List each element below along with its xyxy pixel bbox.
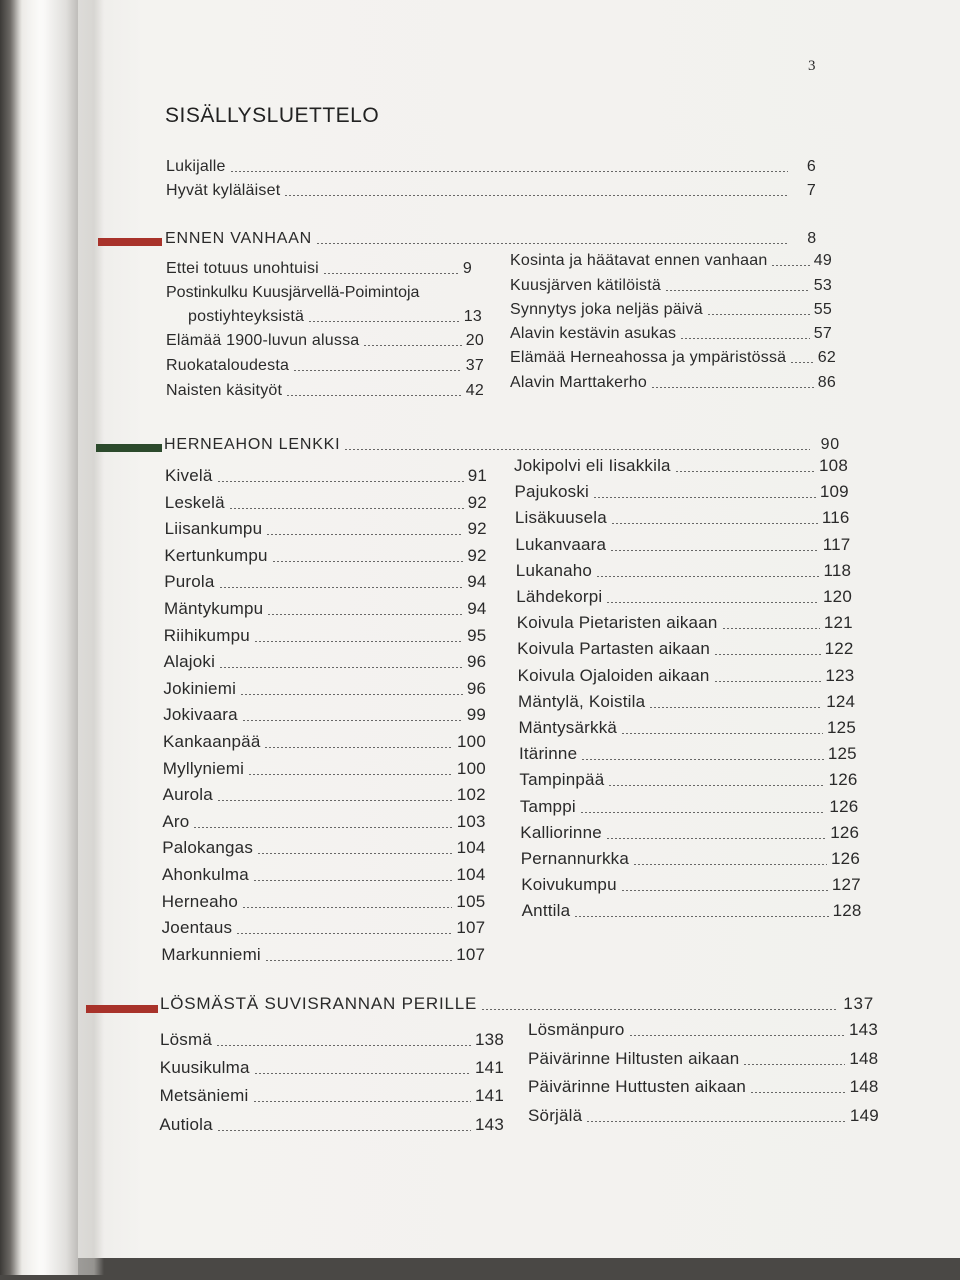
toc-entry — [516, 587, 852, 607]
dot-leader — [257, 853, 453, 854]
section-title: HERNEAHON LENKKI — [164, 436, 341, 453]
toc-entry-title: Anttila — [521, 901, 571, 921]
dot-leader — [253, 1101, 472, 1102]
toc-entry-page: 126 — [828, 770, 858, 790]
toc-entry-title: Synnytys joka neljäs päivä — [510, 301, 703, 318]
dot-leader — [216, 1045, 471, 1046]
toc-entry — [510, 325, 832, 343]
dot-leader — [242, 907, 452, 908]
section-heading-losmasta — [160, 994, 874, 1014]
toc-entry-page: 92 — [467, 545, 487, 565]
toc-entry — [515, 535, 850, 555]
toc-entry — [166, 332, 484, 350]
toc-entry — [518, 692, 855, 712]
toc-entry-page: 104 — [456, 865, 486, 884]
dot-leader — [363, 345, 461, 346]
dot-leader — [265, 960, 452, 961]
toc-entry-title: Lisäkuusela — [514, 508, 607, 528]
dot-leader — [707, 314, 810, 315]
toc-entry-page: 102 — [456, 785, 486, 805]
toc-entry-page: 42 — [465, 382, 484, 399]
toc-entry — [162, 838, 485, 858]
toc-entry-title: Lukijalle — [166, 158, 226, 175]
toc-entry-page: 53 — [813, 277, 832, 294]
toc-entry-page: 118 — [823, 560, 852, 580]
toc-entry-title: Alavin Marttakerho — [510, 374, 647, 391]
toc-entry — [166, 357, 484, 375]
toc-entry — [164, 626, 487, 646]
toc-entry-page: 95 — [467, 625, 487, 645]
section-color-bar — [86, 1005, 158, 1013]
toc-entry-page: 49 — [813, 252, 832, 269]
toc-entry-page: 7 — [806, 182, 816, 199]
toc-entry-title: Metsäniemi — [159, 1086, 249, 1106]
toc-entry-title: Aro — [162, 811, 190, 831]
toc-entry-title: Jokivaara — [163, 705, 238, 725]
dot-leader — [649, 707, 822, 708]
toc-entry-title: Koivukumpu — [521, 875, 617, 895]
toc-entry — [510, 349, 836, 367]
toc-entry — [164, 572, 486, 592]
toc-entry-title: Koivula Pietaristen aikaan — [516, 613, 718, 633]
toc-entry-page: 123 — [825, 665, 855, 685]
toc-entry-title: Ahonkulma — [162, 865, 249, 884]
dot-leader — [481, 1009, 838, 1010]
toc-entry-title: Lösmänpuro — [528, 1020, 625, 1039]
toc-entry-title: Pajukoski — [514, 482, 589, 502]
toc-entry-page: 148 — [849, 1077, 879, 1097]
toc-entry-page: 108 — [819, 456, 848, 475]
section-page: 137 — [843, 994, 874, 1013]
toc-entry-title: Elämää Herneahossa ja ympäristössä — [510, 349, 787, 366]
dot-leader — [722, 628, 820, 629]
toc-entry — [160, 1030, 504, 1050]
dot-leader — [193, 827, 452, 828]
dot-leader — [581, 759, 824, 760]
toc-entry — [162, 812, 485, 832]
toc-entry — [163, 679, 486, 699]
toc-entry-title: Elämää 1900-luvun alussa — [166, 332, 360, 349]
dot-leader — [254, 641, 463, 642]
toc-entry-title: Herneaho — [161, 891, 239, 911]
toc-entry-title: Hyvät kyläläiset — [166, 182, 281, 199]
toc-entry — [162, 892, 486, 912]
toc-entry-title: postiyhteyksistä — [188, 308, 305, 325]
dot-leader — [293, 370, 462, 371]
toc-entry-title: Koivula Ojaloiden aikaan — [517, 665, 710, 685]
dot-leader — [254, 1073, 471, 1074]
dot-leader — [750, 1092, 846, 1093]
toc-entry-title: Leskelä — [164, 492, 225, 512]
toc-entry-page: 9 — [462, 260, 472, 277]
section-page: 90 — [820, 436, 840, 453]
dot-leader — [629, 1035, 846, 1036]
toc-entry-title: Mäntysärkkä — [518, 718, 618, 737]
toc-entry — [514, 456, 848, 476]
toc-entry-page: 6 — [806, 158, 816, 175]
dot-leader — [344, 449, 810, 450]
section-heading-herneahon-lenkki — [164, 436, 840, 454]
toc-entry — [161, 945, 485, 965]
toc-entry-title: Kivelä — [165, 466, 213, 485]
toc-entry-title: Lösmä — [160, 1030, 213, 1049]
dot-leader — [284, 195, 788, 196]
dot-leader — [714, 654, 821, 655]
toc-entry-title: Ettei totuus unohtuisi — [166, 260, 319, 277]
toc-entry-title: Kuusjärven kätilöistä — [510, 277, 661, 294]
toc-entry — [519, 770, 857, 790]
dot-leader — [621, 890, 828, 891]
toc-entry-title: Riihikumpu — [163, 625, 250, 645]
toc-entry-title: Joentaus — [161, 918, 233, 938]
dot-leader — [286, 395, 462, 396]
dot-leader — [217, 1130, 471, 1131]
toc-entry-title: Kertunkumpu — [164, 545, 268, 565]
toc-entry-title: Lukanaho — [515, 560, 593, 580]
toc-entry-page: 13 — [463, 308, 482, 325]
toc-entry-title: Mäntylä, Koistila — [518, 691, 646, 711]
toc-entry — [510, 277, 832, 295]
toc-entry — [510, 301, 832, 319]
dot-leader — [771, 265, 809, 266]
toc-entry — [522, 901, 862, 921]
toc-entry-page: 96 — [466, 678, 487, 698]
toc-entry-page: 37 — [465, 357, 484, 374]
toc-entry — [160, 1086, 504, 1106]
toc-entry — [515, 508, 850, 528]
toc-entry — [510, 374, 836, 392]
toc-entry-page: 62 — [817, 349, 836, 366]
toc-entry — [166, 260, 472, 278]
dot-leader — [229, 508, 464, 509]
toc-entry — [164, 546, 486, 566]
dot-leader — [596, 576, 819, 577]
toc-entry-title: Jokiniemi — [163, 678, 237, 698]
toc-entry-page: 96 — [466, 652, 487, 672]
toc-entry — [163, 759, 486, 779]
toc-entry-page: 126 — [829, 796, 859, 816]
toc-entry — [164, 652, 487, 672]
toc-entry-title: Naisten käsityöt — [166, 382, 283, 399]
dot-leader — [606, 838, 826, 839]
toc-entry — [520, 823, 859, 843]
dot-leader — [593, 497, 816, 498]
toc-entry-page: 100 — [457, 732, 486, 751]
toc-entry-page: 125 — [827, 744, 857, 764]
toc-entry-title: Kankaanpää — [163, 732, 261, 751]
dot-leader — [790, 362, 814, 363]
toc-entry-title: Päivärinne Hiltusten aikaan — [528, 1048, 740, 1068]
section-title: ENNEN VANHAAN — [165, 230, 313, 247]
dot-leader — [236, 933, 452, 934]
dot-leader — [248, 774, 453, 775]
toc-entry-page: 128 — [832, 901, 862, 921]
toc-entry-page: 57 — [813, 325, 832, 342]
toc-entry — [165, 493, 487, 513]
dot-leader — [266, 534, 463, 535]
toc-entry — [528, 1106, 879, 1126]
toc-entry-page: 104 — [456, 838, 486, 858]
dot-leader — [610, 550, 819, 551]
dot-leader — [665, 290, 810, 291]
toc-entry-page: 91 — [467, 466, 487, 485]
toc-entry-page: 92 — [467, 519, 487, 539]
toc-entry-title: Markunniemi — [161, 944, 261, 964]
toc-entry-page: 105 — [456, 891, 486, 911]
toc-entry — [163, 732, 486, 752]
toc-entry-page: 86 — [817, 374, 836, 391]
toc-entry — [510, 252, 832, 270]
toc-entry — [520, 797, 859, 817]
dot-leader — [651, 387, 814, 388]
toc-entry-title: Koivula Partasten aikaan — [517, 639, 711, 659]
toc-entry-page: 149 — [849, 1105, 879, 1125]
toc-entry-title: Tamppi — [519, 796, 576, 816]
toc-entry-lukijalle — [166, 158, 816, 176]
dot-leader — [219, 587, 464, 588]
toc-entry-page: 121 — [823, 613, 853, 633]
dot-leader — [586, 1121, 846, 1122]
dot-leader — [230, 171, 788, 172]
toc-entry-page: 141 — [475, 1058, 504, 1078]
toc-entry-title: Postinkulku Kuusjärvellä-Poimintoja — [166, 284, 420, 301]
dot-leader — [743, 1064, 845, 1065]
toc-entry — [519, 718, 857, 738]
toc-entry-title: Lähdekorpi — [516, 587, 603, 606]
section-color-bar — [98, 238, 162, 246]
toc-entry — [517, 613, 853, 633]
dot-leader — [608, 785, 824, 786]
dot-leader — [264, 747, 453, 748]
toc-entry-page: 117 — [822, 534, 851, 554]
toc-entry — [159, 1115, 504, 1135]
toc-entry-page: 138 — [475, 1030, 504, 1049]
dot-leader — [217, 481, 464, 482]
toc-entry-title: Autiola — [159, 1114, 213, 1134]
toc-entry-page: 124 — [826, 691, 856, 711]
toc-entry-title: Aurola — [162, 785, 213, 805]
toc-entry-title: Kuusikulma — [159, 1058, 250, 1078]
toc-entry — [519, 744, 857, 764]
toc-entry-title: Alavin kestävin asukas — [510, 325, 677, 342]
dot-leader — [272, 561, 464, 562]
toc-entry-title: Lukanvaara — [515, 534, 607, 554]
toc-entry-page: 107 — [456, 918, 486, 938]
dot-leader — [242, 720, 463, 721]
toc-entry — [162, 865, 486, 885]
toc-entry — [521, 849, 860, 869]
toc-entry-hyvat-kylalaiset — [166, 182, 816, 200]
toc-entry-page: 100 — [456, 758, 486, 778]
toc-entry-title: Myllyniemi — [162, 758, 245, 778]
toc-entry — [166, 382, 484, 400]
toc-entry-page: 103 — [456, 811, 486, 831]
toc-entry — [165, 519, 487, 539]
page-number: 3 — [808, 58, 816, 74]
toc-entry-page: 99 — [466, 705, 487, 725]
dot-leader — [680, 338, 810, 339]
section-color-bar — [96, 444, 162, 452]
toc-entry — [163, 705, 486, 725]
dot-leader — [323, 273, 459, 274]
toc-entry-title: Tampinpää — [519, 770, 605, 790]
dot-leader — [574, 916, 828, 917]
section-page: 8 — [807, 230, 817, 247]
dot-leader — [308, 321, 460, 322]
toc-entry — [514, 482, 848, 502]
toc-entry-title: Pernannurkka — [520, 849, 629, 868]
toc-entry — [160, 1058, 504, 1078]
toc-entry-page: 55 — [813, 301, 832, 318]
toc-entry-page: 126 — [831, 849, 860, 868]
dot-leader — [621, 733, 823, 734]
toc-entry-page: 125 — [827, 718, 856, 737]
toc-entry-title: Purola — [164, 572, 215, 592]
dot-leader — [267, 614, 463, 615]
toc-entry-title: Ruokataloudesta — [166, 357, 290, 374]
dot-leader — [219, 667, 463, 668]
toc-entry — [165, 466, 487, 486]
toc-entry-title: Alajoki — [163, 652, 216, 672]
dot-leader — [633, 864, 827, 865]
toc-entry — [528, 1049, 878, 1069]
toc-entry-page: 127 — [831, 875, 861, 895]
toc-entry-page: 143 — [475, 1114, 504, 1134]
toc-entry-title: Liisankumpu — [164, 519, 263, 539]
dot-leader — [675, 471, 815, 472]
toc-entry-page: 109 — [819, 482, 849, 502]
toc-entry-page: 92 — [467, 492, 487, 512]
toc-entry — [164, 599, 487, 619]
toc-entry-title: Kosinta ja häätavat ennen vanhaan — [510, 252, 768, 269]
toc-entry — [521, 875, 861, 895]
toc-entry-page: 141 — [475, 1086, 504, 1106]
toc-entry — [162, 918, 486, 938]
toc-entry — [516, 561, 851, 581]
toc-entry — [518, 666, 855, 686]
page-title: SISÄLLYSLUETTELO — [165, 104, 380, 127]
toc-entry-title: Palokangas — [162, 838, 254, 858]
toc-entry — [528, 1020, 878, 1040]
toc-entry — [528, 1077, 879, 1097]
toc-entry-page: 20 — [465, 332, 484, 349]
dot-leader — [714, 681, 822, 682]
toc-entry-title: Sörjälä — [528, 1105, 583, 1125]
dot-leader — [217, 800, 453, 801]
toc-entry-page: 126 — [830, 822, 860, 842]
toc-entry-page: 120 — [823, 587, 852, 606]
toc-entry — [163, 785, 486, 805]
dot-leader — [316, 243, 789, 244]
dot-leader — [580, 812, 826, 813]
page-curl-shadow — [14, 0, 104, 1275]
dot-leader — [240, 694, 463, 695]
dot-leader — [253, 880, 453, 881]
dot-leader — [611, 523, 818, 524]
toc-entry-title: Kalliorinne — [520, 822, 602, 842]
toc-entry — [517, 639, 853, 659]
toc-entry-title: Itärinne — [518, 744, 578, 764]
toc-entry-page: 148 — [849, 1048, 879, 1068]
toc-entry-page: 116 — [821, 508, 850, 528]
toc-entry-page: 107 — [456, 944, 486, 964]
toc-entry-page: 122 — [824, 639, 854, 659]
toc-entry-page: 143 — [849, 1020, 878, 1039]
dot-leader — [606, 602, 819, 603]
toc-entry-page: 94 — [467, 599, 487, 618]
toc-entry — [188, 308, 482, 326]
toc-entry-title: Jokipolvi eli Iisakkila — [514, 456, 671, 475]
toc-entry-title: Mäntykumpu — [164, 599, 264, 618]
toc-entry-title: Päivärinne Huttusten aikaan — [528, 1077, 747, 1097]
section-heading-ennen-vanhaan — [165, 230, 817, 248]
section-title: LÖSMÄSTÄ SUVISRANNAN PERILLE — [160, 994, 478, 1013]
toc-entry-page: 94 — [467, 572, 487, 592]
